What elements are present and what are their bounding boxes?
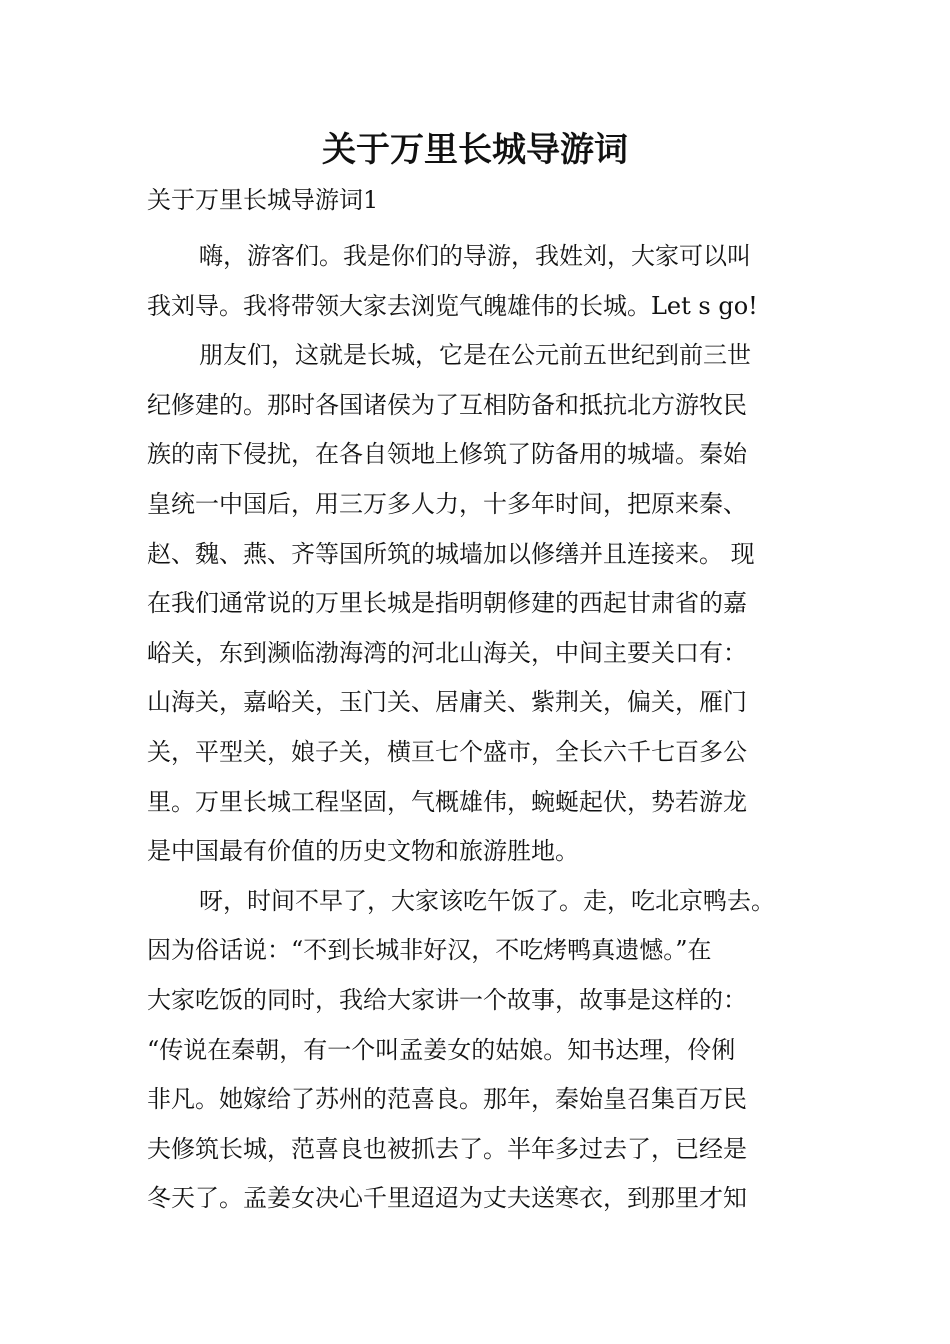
text-line: 山海关，嘉峪关，玉门关、居庸关、紫荆关，偏关，雁门 [147, 688, 747, 717]
text-line: 里。万里长城工程坚固，气概雄伟，蜿蜒起伏，势若游龙 [147, 787, 747, 816]
text-line: 冬天了。孟姜女决心千里迢迢为丈夫送寒衣，到那里才知 [147, 1184, 747, 1213]
body-text [147, 232, 827, 1224]
text-line: 在我们通常说的万里长城是指明朝修建的西起甘肃省的嘉 [147, 589, 747, 618]
text-line: 是中国最有价值的历史文物和旅游胜地。 [147, 837, 579, 866]
text-line: “传说在秦朝，有一个叫孟姜女的姑娘。知书达理，伶俐 [147, 1035, 736, 1064]
text-line: 非凡。她嫁给了苏州的范喜良。那年，秦始皇召集百万民 [147, 1085, 747, 1114]
text-line: 嗨，游客们。我是你们的导游，我姓刘，大家可以叫 [199, 242, 751, 270]
text-line: 赵、魏、燕、齐等国所筑的城墙加以修缮并且连接来。 现 [147, 539, 755, 568]
text-line: 峪关，东到濒临渤海湾的河北山海关，中间主要关口有： [147, 638, 747, 667]
text-line: 朋友们，这就是长城，它是在公元前五世纪到前三世 [199, 341, 751, 370]
text-line: 我刘导。我将带领大家去浏览气魄雄伟的长城。Let s go! [147, 291, 758, 320]
text-line: 因为俗话说：“不到长城非好汉，不吃烤鸭真遗憾。”在 [147, 936, 712, 965]
text-line: 呀，时间不早了，大家该吃午饭了。走，吃北京鸭去。 [199, 886, 775, 915]
text-line: 族的南下侵扰，在各自领地上修筑了防备用的城墙。秦始 [147, 440, 747, 469]
text-line: 纪修建的。那时各国诸侯为了互相防备和抵抗北方游牧民 [147, 390, 747, 419]
text-line: 夫修筑长城，范喜良也被抓去了。半年多过去了，已经是 [147, 1134, 747, 1163]
text-line: 关，平型关，娘子关，横亘七个盛市，全长六千七百多公 [147, 737, 747, 766]
page-title: 关于万里长城导游词 [322, 130, 628, 170]
text-line: 皇统一中国后，用三万多人力，十多年时间，把原来秦、 [147, 489, 747, 518]
section-heading: 关于万里长城导游词1 [147, 186, 379, 214]
text-line: 大家吃饭的同时，我给大家讲一个故事，故事是这样的： [147, 985, 747, 1014]
